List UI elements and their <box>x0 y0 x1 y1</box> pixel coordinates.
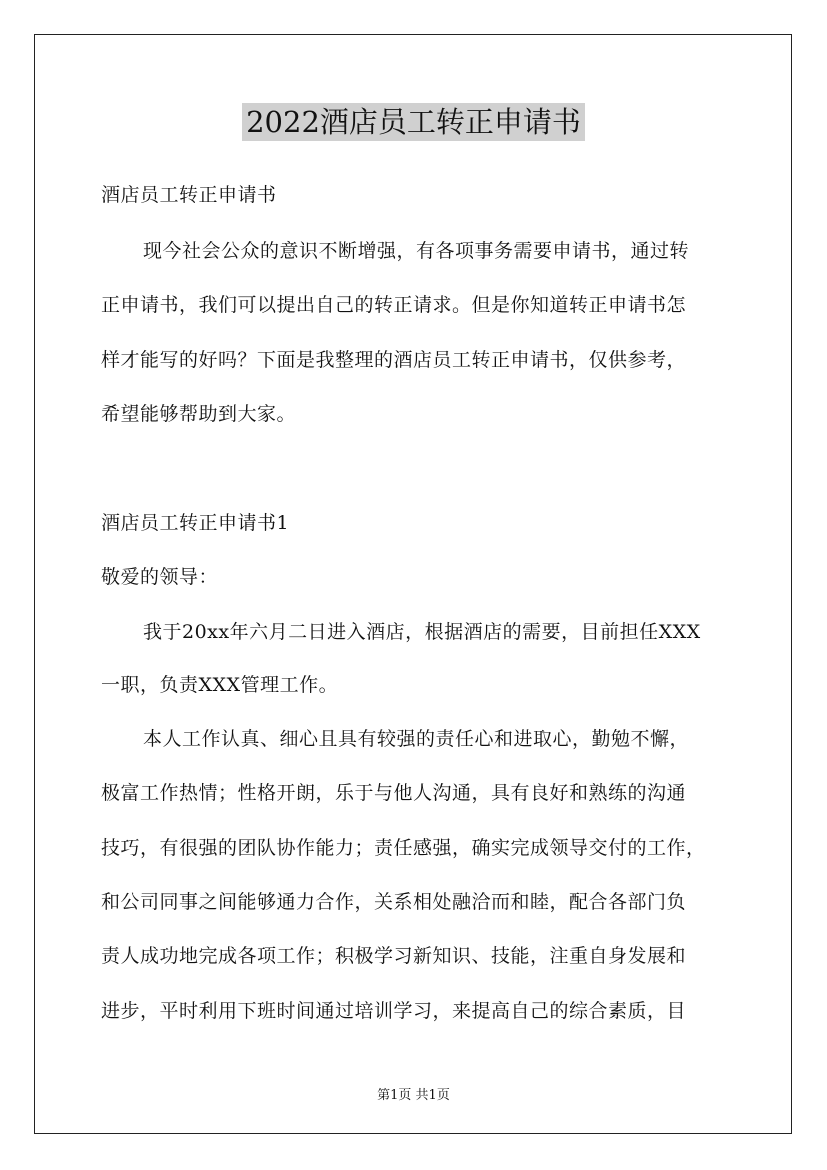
document-title-text: 2022酒店员工转正申请书 <box>242 103 585 141</box>
para2-line-6: 进步，平时利用下班时间通过培训学习，来提高自己的综合素质，目 <box>101 1000 687 1022</box>
page-footer: 第1页 共1页 <box>377 1088 450 1103</box>
para2-line-2: 极富工作热情；性格开朗，乐于与他人沟通，具有良好和熟练的沟通 <box>101 782 687 804</box>
document-title <box>0 100 827 144</box>
intro-line-3: 样才能写的好吗？下面是我整理的酒店员工转正申请书，仅供参考， <box>101 349 687 371</box>
section-heading: 酒店员工转正申请书1 <box>101 512 290 534</box>
para1-line-1: 我于20xx年六月二日进入酒店，根据酒店的需要，目前担任XXX <box>143 621 701 643</box>
intro-line-4: 希望能够帮助到大家。 <box>101 403 297 425</box>
intro-line-2: 正申请书，我们可以提出自己的转正请求。但是你知道转正申请书怎 <box>101 294 687 316</box>
para2-line-5: 责人成功地完成各项工作；积极学习新知识、技能，注重自身发展和 <box>101 945 687 967</box>
para2-line-4: 和公司同事之间能够通力合作，关系相处融洽而和睦，配合各部门负 <box>101 891 687 913</box>
intro-line-1: 现今社会公众的意识不断增强，有各项事务需要申请书，通过转 <box>143 240 690 262</box>
document-subtitle: 酒店员工转正申请书 <box>101 184 277 206</box>
para1-line-2: 一职，负责XXX管理工作。 <box>101 674 339 696</box>
para2-line-1: 本人工作认真、细心且具有较强的责任心和进取心，勤勉不懈， <box>143 728 690 750</box>
salutation: 敬爱的领导： <box>101 566 219 588</box>
para2-line-3: 技巧，有很强的团队协作能力；责任感强，确实完成领导交付的工作， <box>101 837 706 859</box>
